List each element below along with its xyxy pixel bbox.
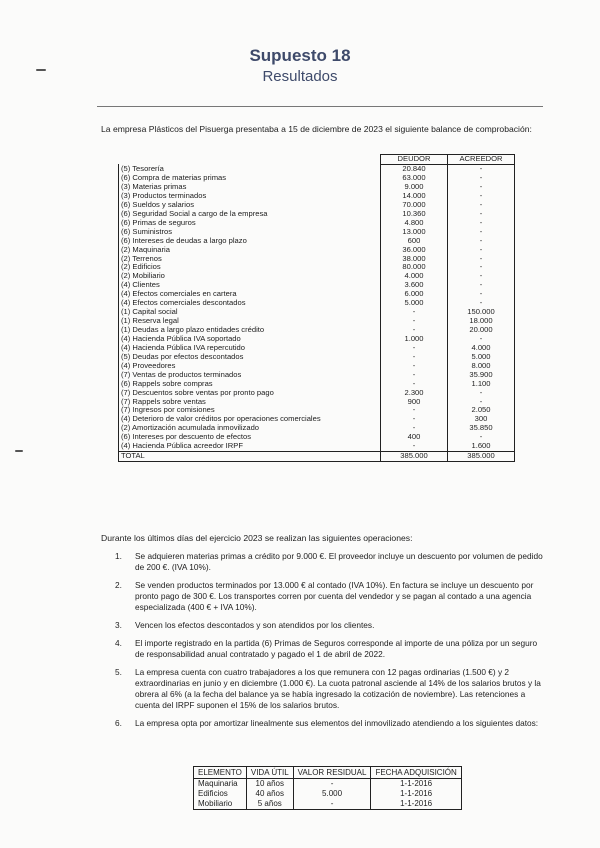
- operation-number: 6.: [115, 718, 122, 728]
- balance-debit: 6.000: [381, 290, 448, 299]
- balance-debit: -: [381, 362, 448, 371]
- balance-credit: -: [448, 228, 515, 237]
- amortization-row: [194, 799, 462, 810]
- balance-credit: -: [448, 219, 515, 228]
- balance-concept: (4) Efectos comerciales en cartera: [119, 290, 381, 299]
- balance-concept: (6) Intereses de deudas a largo plazo: [119, 236, 381, 245]
- balance-credit: 35.900: [448, 371, 515, 380]
- balance-credit: -: [448, 210, 515, 219]
- operation-text: Se venden productos terminados por 13.000 € al contado (IVA 10%). En factura se incluye un descuento por pronto pago de 300 €. Los transportes corren por cuenta del vendedor y se pagan al contado a una agencia especializada (400 € + IVA 10%).: [135, 580, 534, 612]
- amortization-row: [194, 779, 462, 790]
- balance-credit: -: [448, 281, 515, 290]
- balance-concept: (5) Deudas por efectos descontados: [119, 353, 381, 362]
- balance-concept: (1) Capital social: [119, 308, 381, 317]
- balance-concept: (7) Rappels sobre ventas: [119, 397, 381, 406]
- balance-credit: -: [448, 201, 515, 210]
- balance-debit: 20.840: [381, 164, 448, 173]
- balance-debit: -: [381, 379, 448, 388]
- balance-credit: -: [448, 290, 515, 299]
- balance-concept: (6) Suministros: [119, 228, 381, 237]
- balance-credit: -: [448, 299, 515, 308]
- balance-concept: (4) Clientes: [119, 281, 381, 290]
- balance-header-credit: ACREEDOR: [448, 155, 515, 165]
- balance-total-label: TOTAL: [119, 451, 381, 461]
- balance-credit: 5.000: [448, 353, 515, 362]
- balance-credit: -: [448, 245, 515, 254]
- balance-concept: (6) Compra de materias primas: [119, 174, 381, 183]
- balance-debit: -: [381, 353, 448, 362]
- amort-residual: -: [293, 779, 371, 790]
- amortization-table: [193, 766, 462, 810]
- operation-item: [107, 580, 545, 613]
- balance-row: [119, 388, 515, 397]
- operation-number: 4.: [115, 638, 122, 648]
- balance-concept: (5) Tesorería: [119, 164, 381, 173]
- balance-concept: (1) Deudas a largo plazo entidades crédito: [119, 326, 381, 335]
- balance-concept: (3) Productos terminados: [119, 192, 381, 201]
- amortization-body: [194, 779, 462, 810]
- operations-list: [107, 551, 545, 736]
- balance-credit: -: [448, 183, 515, 192]
- balance-credit: 8.000: [448, 362, 515, 371]
- balance-credit: 20.000: [448, 326, 515, 335]
- balance-debit: -: [381, 371, 448, 380]
- balance-debit: 1.000: [381, 335, 448, 344]
- balance-credit: 1.100: [448, 379, 515, 388]
- balance-debit: 10.360: [381, 210, 448, 219]
- balance-concept: (6) Rappels sobre compras: [119, 379, 381, 388]
- amort-date: 1-1-2016: [371, 799, 461, 810]
- balance-concept: (2) Maquinaria: [119, 245, 381, 254]
- balance-credit: -: [448, 174, 515, 183]
- amort-element: Edificios: [194, 789, 247, 799]
- balance-concept: (2) Edificios: [119, 263, 381, 272]
- operation-number: 5.: [115, 667, 122, 677]
- balance-debit: 36.000: [381, 245, 448, 254]
- balance-row: [119, 263, 515, 272]
- balance-concept: (4) Proveedores: [119, 362, 381, 371]
- scan-mark: [15, 450, 23, 452]
- operation-item: [107, 551, 545, 573]
- balance-credit: -: [448, 388, 515, 397]
- balance-concept: (7) Ingresos por comisiones: [119, 406, 381, 415]
- balance-credit: -: [448, 335, 515, 344]
- balance-debit: 5.000: [381, 299, 448, 308]
- balance-concept: (2) Amortización acumulada inmovilizado: [119, 424, 381, 433]
- page-subtitle: Resultados: [262, 68, 338, 85]
- balance-concept: (4) Hacienda Pública IVA soportado: [119, 335, 381, 344]
- balance-debit: -: [381, 317, 448, 326]
- balance-concept: (3) Materias primas: [119, 183, 381, 192]
- balance-row: [119, 245, 515, 254]
- balance-credit: -: [448, 254, 515, 263]
- balance-concept: (4) Hacienda Pública acreedor IRPF: [119, 442, 381, 451]
- balance-debit: -: [381, 415, 448, 424]
- operation-item: [107, 638, 545, 660]
- balance-concept: (7) Descuentos sobre ventas por pronto pago: [119, 388, 381, 397]
- amort-element: Maquinaria: [194, 779, 247, 790]
- amort-life: 10 años: [246, 779, 293, 790]
- amort-header-date: FECHA ADQUISICIÓN: [371, 767, 461, 779]
- balance-debit: 600: [381, 236, 448, 245]
- balance-concept: (2) Mobiliario: [119, 272, 381, 281]
- balance-concept: (6) Sueldos y salarios: [119, 201, 381, 210]
- intro-paragraph: La empresa Plásticos del Pisuerga presentaba a 15 de diciembre de 2023 el siguiente balance de comprobación:: [101, 124, 532, 134]
- amortization-header-row: [194, 767, 462, 779]
- balance-header-row: [119, 155, 515, 165]
- balance-row: [119, 219, 515, 228]
- operation-text: El importe registrado en la partida (6) Primas de Seguros corresponde al importe de una póliza por un seguro de responsabilidad anual contratado y pagado el 1 de abril de 2022.: [135, 638, 538, 659]
- balance-row: [119, 353, 515, 362]
- balance-concept: (2) Terrenos: [119, 254, 381, 263]
- balance-concept: (1) Reserva legal: [119, 317, 381, 326]
- amort-element: Mobiliario: [194, 799, 247, 810]
- operation-text: Se adquieren materias primas a crédito por 9.000 €. El proveedor incluye un descuento por volumen de pedido de 200 €. (IVA 10%).: [135, 551, 543, 572]
- balance-concept: (6) Primas de seguros: [119, 219, 381, 228]
- balance-debit: -: [381, 406, 448, 415]
- balance-row: [119, 442, 515, 451]
- balance-header-debit: DEUDOR: [381, 155, 448, 165]
- balance-debit: -: [381, 344, 448, 353]
- operation-item: [107, 718, 545, 729]
- balance-debit: -: [381, 424, 448, 433]
- balance-row: [119, 272, 515, 281]
- amort-header-residual: VALOR RESIDUAL: [293, 767, 371, 779]
- amort-residual: 5.000: [293, 789, 371, 799]
- balance-debit: 3.600: [381, 281, 448, 290]
- balance-concept: (4) Efectos comerciales descontados: [119, 299, 381, 308]
- balance-credit: 4.000: [448, 344, 515, 353]
- balance-debit: 4.800: [381, 219, 448, 228]
- amortization-row: [194, 789, 462, 799]
- balance-total-credit: 385.000: [448, 451, 515, 461]
- balance-debit: 80.000: [381, 263, 448, 272]
- balance-row: [119, 236, 515, 245]
- balance-concept: (4) Deterioro de valor créditos por operaciones comerciales: [119, 415, 381, 424]
- operations-intro: Durante los últimos días del ejercicio 2023 se realizan las siguientes operaciones:: [101, 533, 413, 543]
- amort-life: 5 años: [246, 799, 293, 810]
- operation-text: La empresa opta por amortizar linealmente sus elementos del inmovilizado atendiendo a los siguientes datos:: [135, 718, 539, 728]
- balance-credit: -: [448, 433, 515, 442]
- page-title: Supuesto 18: [249, 46, 351, 65]
- operation-item: [107, 667, 545, 711]
- balance-debit: -: [381, 442, 448, 451]
- balance-debit: 9.000: [381, 183, 448, 192]
- balance-debit: 400: [381, 433, 448, 442]
- balance-table: [118, 154, 515, 462]
- balance-credit: 300: [448, 415, 515, 424]
- balance-concept: (6) Seguridad Social a cargo de la empresa: [119, 210, 381, 219]
- balance-body: [119, 164, 515, 461]
- operation-number: 2.: [115, 580, 122, 590]
- operation-item: [107, 620, 545, 631]
- amort-header-element: ELEMENTO: [194, 767, 247, 779]
- balance-concept: (4) Hacienda Pública IVA repercutido: [119, 344, 381, 353]
- balance-debit: 2.300: [381, 388, 448, 397]
- balance-header-concept: [119, 155, 381, 165]
- balance-concept: (7) Ventas de productos terminados: [119, 371, 381, 380]
- balance-credit: -: [448, 397, 515, 406]
- amort-date: 1-1-2016: [371, 789, 461, 799]
- operation-number: 1.: [115, 551, 122, 561]
- balance-debit: 70.000: [381, 201, 448, 210]
- balance-debit: 14.000: [381, 192, 448, 201]
- amort-life: 40 años: [246, 789, 293, 799]
- balance-concept: (6) Intereses por descuento de efectos: [119, 433, 381, 442]
- balance-credit: 150.000: [448, 308, 515, 317]
- balance-credit: -: [448, 236, 515, 245]
- balance-debit: 38.000: [381, 254, 448, 263]
- balance-credit: -: [448, 272, 515, 281]
- operation-number: 3.: [115, 620, 122, 630]
- balance-debit: 63.000: [381, 174, 448, 183]
- amort-header-life: VIDA ÚTIL: [246, 767, 293, 779]
- balance-credit: -: [448, 192, 515, 201]
- balance-credit: 2.050: [448, 406, 515, 415]
- balance-debit: 4.000: [381, 272, 448, 281]
- balance-credit: -: [448, 164, 515, 173]
- operation-text: La empresa cuenta con cuatro trabajadores a los que remunera con 12 pagas ordinarias (1.500 €) y 2 extraordinarias en junio y en diciembre (1.000 €). La cuota patronal asciende al 14% de los salarios brutos y la obrera al 6% (a la fecha del balance ya se había ingresado la cotización de noviembre). Las retenciones a cuenta del IRPF suponen el 15% de los salarios brutos.: [135, 667, 541, 710]
- balance-credit: 35.850: [448, 424, 515, 433]
- scan-mark: [36, 69, 46, 71]
- operation-text: Vencen los efectos descontados y son atendidos por los clientes.: [135, 620, 375, 630]
- balance-credit: -: [448, 263, 515, 272]
- balance-total-row: [119, 451, 515, 461]
- balance-credit: 18.000: [448, 317, 515, 326]
- balance-debit: 900: [381, 397, 448, 406]
- balance-row: [119, 254, 515, 263]
- amort-residual: -: [293, 799, 371, 810]
- balance-debit: -: [381, 326, 448, 335]
- balance-credit: 1.600: [448, 442, 515, 451]
- balance-debit: 13.000: [381, 228, 448, 237]
- balance-debit: -: [381, 308, 448, 317]
- title-divider: [97, 106, 543, 107]
- amort-date: 1-1-2016: [371, 779, 461, 790]
- balance-total-debit: 385.000: [381, 451, 448, 461]
